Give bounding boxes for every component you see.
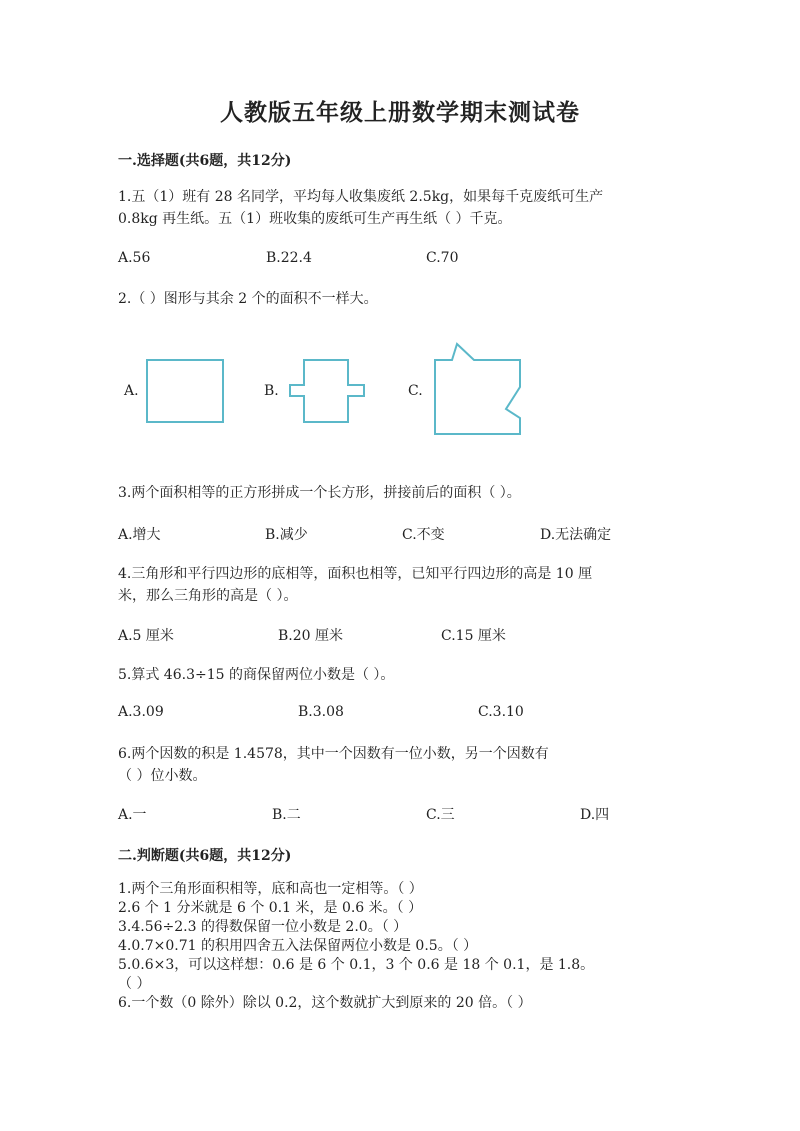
question-6-line-1: 6.两个因数的积是 1.4578，其中一个因数有一位小数，另一个因数有 <box>118 746 549 762</box>
figure-c-irregular-shape <box>433 342 525 438</box>
q5-option-b: B.3.08 <box>298 704 344 720</box>
q5-option-a: A.3.09 <box>118 704 164 720</box>
q6-option-b: B.二 <box>272 807 301 823</box>
question-3: 3.两个面积相等的正方形拼成一个长方形，拼接前后的面积（ ）。 <box>118 485 521 501</box>
q3-option-c: C.不变 <box>402 527 445 543</box>
q1-option-b: B.22.4 <box>266 250 312 266</box>
q3-option-a: A.增大 <box>118 527 161 543</box>
q4-option-c: C.15 厘米 <box>441 628 506 644</box>
q3-option-b: B.减少 <box>265 527 308 543</box>
question-4-line-2: 米，那么三角形的高是（ ）。 <box>118 588 298 604</box>
q1-option-a: A.56 <box>118 250 151 266</box>
judgement-item-4: 4.0.7×0.71 的积用四舍五入法保留两位小数是 0.5。（ ） <box>118 938 478 954</box>
judgement-list <box>118 880 698 1013</box>
question-4 <box>118 563 688 607</box>
figure-b-label: B. <box>264 383 279 399</box>
judgement-item-1: 1.两个三角形面积相等，底和高也一定相等。（ ） <box>118 881 423 897</box>
q3-option-d: D.无法确定 <box>540 527 612 543</box>
question-6 <box>118 743 688 787</box>
figure-a-label: A. <box>124 383 139 399</box>
q4-option-a: A.5 厘米 <box>118 628 174 644</box>
q6-option-d: D.四 <box>580 807 610 823</box>
q1-option-c: C.70 <box>426 250 459 266</box>
q6-option-a: A.一 <box>118 807 147 823</box>
section-heading-judgement: 二.判断题(共6题，共12分) <box>118 848 292 864</box>
judgement-item-5-blank: （ ） <box>118 976 151 992</box>
page-title: 人教版五年级上册数学期末测试卷 <box>220 99 580 126</box>
q4-option-b: B.20 厘米 <box>278 628 344 644</box>
q6-option-c: C.三 <box>426 807 455 823</box>
figure-c-label: C. <box>408 383 423 399</box>
judgement-item-6: 6.一个数（0 除外）除以 0.2，这个数就扩大到原来的 20 倍。（ ） <box>118 995 532 1011</box>
question-1-line-1: 1.五（1）班有 28 名同学，平均每人收集废纸 2.5kg，如果每千克废纸可生产 <box>118 189 604 205</box>
figure-a-rectangle <box>146 359 226 425</box>
question-5: 5.算式 46.3÷15 的商保留两位小数是（ ）。 <box>118 667 395 683</box>
q5-option-c: C.3.10 <box>478 704 524 720</box>
question-4-line-1: 4.三角形和平行四边形的底相等，面积也相等，已知平行四边形的高是 10 厘 <box>118 566 593 582</box>
judgement-item-3: 3.4.56÷2.3 的得数保留一位小数是 2.0。（ ） <box>118 919 408 935</box>
question-6-line-2: （ ）位小数。 <box>118 768 207 784</box>
question-1-line-2: 0.8kg 再生纸。五（1）班收集的废纸可生产再生纸（ ）千克。 <box>118 211 512 227</box>
question-2: 2.（ ）图形与其余 2 个的面积不一样大。 <box>118 291 378 307</box>
judgement-item-2: 2.6 个 1 分米就是 6 个 0.1 米，是 0.6 米。（ ） <box>118 900 423 916</box>
judgement-item-5: 5.0.6×3，可以这样想：0.6 是 6 个 0.1，3 个 0.6 是 18 个 0.1，是 1.8。 <box>118 957 595 973</box>
section-heading-choice: 一.选择题(共6题，共12分) <box>118 153 292 169</box>
figure-b-notched-shape <box>289 359 367 425</box>
question-1 <box>118 186 688 230</box>
